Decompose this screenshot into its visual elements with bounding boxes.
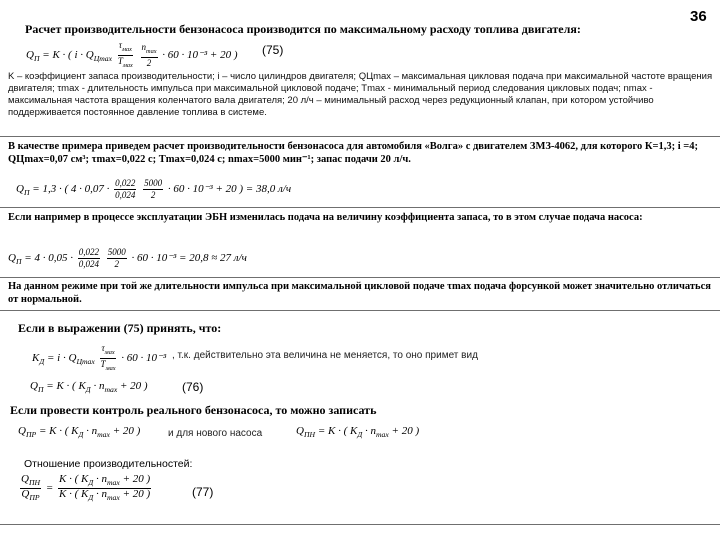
- equation-number-76: (76): [182, 380, 204, 394]
- divider-4: [0, 310, 720, 311]
- formula-75: $Q_П = K$ · ( $i \cdot Q_{Цmax}$ $\frac{\tau_{мах}}{T_{мах}}$ $\frac{n_{max}}{2}$ · 60 · 10⁻³ + 20 ): [26, 40, 238, 69]
- change-formula: $Q_П = 4 \cdot 0,05$ · $\frac{0,022}{0,024}$ $\frac{5000}{2}$ · 60 · 10⁻³ = 20,8 ≈ 27 л/ч: [8, 247, 247, 269]
- ratio-title: Отношение производительностей:: [24, 458, 193, 470]
- assumption-text: Если в выражении (75) принять, что:: [18, 321, 222, 335]
- formula-76: $Q_П = K$ · ( $K_Д \cdot n_{max} + 20$ ): [30, 380, 148, 395]
- note-paragraph: На данном режиме при той же длительности импульса при максимальной цикловой подаче τmax подача форсункой может значительно отличаться от нормальной.: [8, 281, 711, 305]
- example-paragraph: В качестве примера приведем расчет производительности бензонасоса для автомобиля «Волга» с двигателем ЗМЗ-4062, для которого К=1,3; i =4; QЦmax=0,07 см³; τmax=0,022 с; Тmax=0,024 с; nmax=5000 мин⁻¹; запас подачи 20 л/ч.: [8, 141, 699, 165]
- equation-number-75: (75): [262, 43, 284, 57]
- formula-77: $\frac{Q_{ПН}}{Q_{ПP}}$ = $\frac{K \cdot ( K_Д \cdot n_{max} + 20 )}{K \cdot ( K_Д \cdot n_{max} + 20 )}$: [21, 473, 151, 503]
- kd-comment: , т.к. действительно эта величина не меняется, то оно примет вид: [172, 350, 478, 361]
- definitions-paragraph: K – коэффициент запаса производительности; i – число цилиндров двигателя; QЦmax – максимальная цикловая подача при максимальной частоте вращения двигателя; τmax - длительность импульса при максимальной цикловой подаче; Tmax - минимальный период следования цикловых подач; nmax - максимальная частота вращения коленчатого вала двигателя; 20 л/ч – минимальный расход через редукционный клапан, при котором устойчиво поддерживается постоянное давление топлива в системе.: [8, 71, 713, 118]
- divider-bottom: [0, 524, 720, 525]
- formula-new-pump: $Q_{ПН} = K$ · ( $K_Д \cdot n_{max} + 20$ ): [296, 425, 420, 440]
- divider-3: [0, 277, 720, 278]
- divider-1: [0, 136, 720, 137]
- equation-number-77: (77): [192, 485, 214, 499]
- control-text: Если провести контроль реального бензонасоса, то можно записать: [10, 403, 377, 417]
- new-pump-comment: и для нового насоса: [168, 428, 263, 439]
- formula-kd: $K_Д = i \cdot Q_{Цmax}$ $\frac{\tau_{мах}}{T_{мах}}$ · 60 · 10⁻³: [32, 343, 167, 372]
- page-number: 36: [690, 8, 707, 25]
- formula-real-pump: $Q_{ПP} = K$ · ( $K_Д \cdot n_{max} + 20$ ): [18, 425, 141, 440]
- change-paragraph: Если например в процессе эксплуатации ЭБН изменилась подача на величину коэффициента запаса, то в этом случае подача насоса:: [8, 212, 643, 223]
- page-heading: Расчет производительности бензонасоса производится по максимальному расходу топлива двигателя:: [25, 22, 581, 36]
- divider-2: [0, 207, 720, 208]
- example-formula: $Q_П = 1,3$ · ( 4 · 0,07 · $\frac{0,022}{0,024}$ $\frac{5000}{2}$ · 60 · 10⁻³ + 20 ) = 38,0 л/ч: [16, 178, 292, 200]
